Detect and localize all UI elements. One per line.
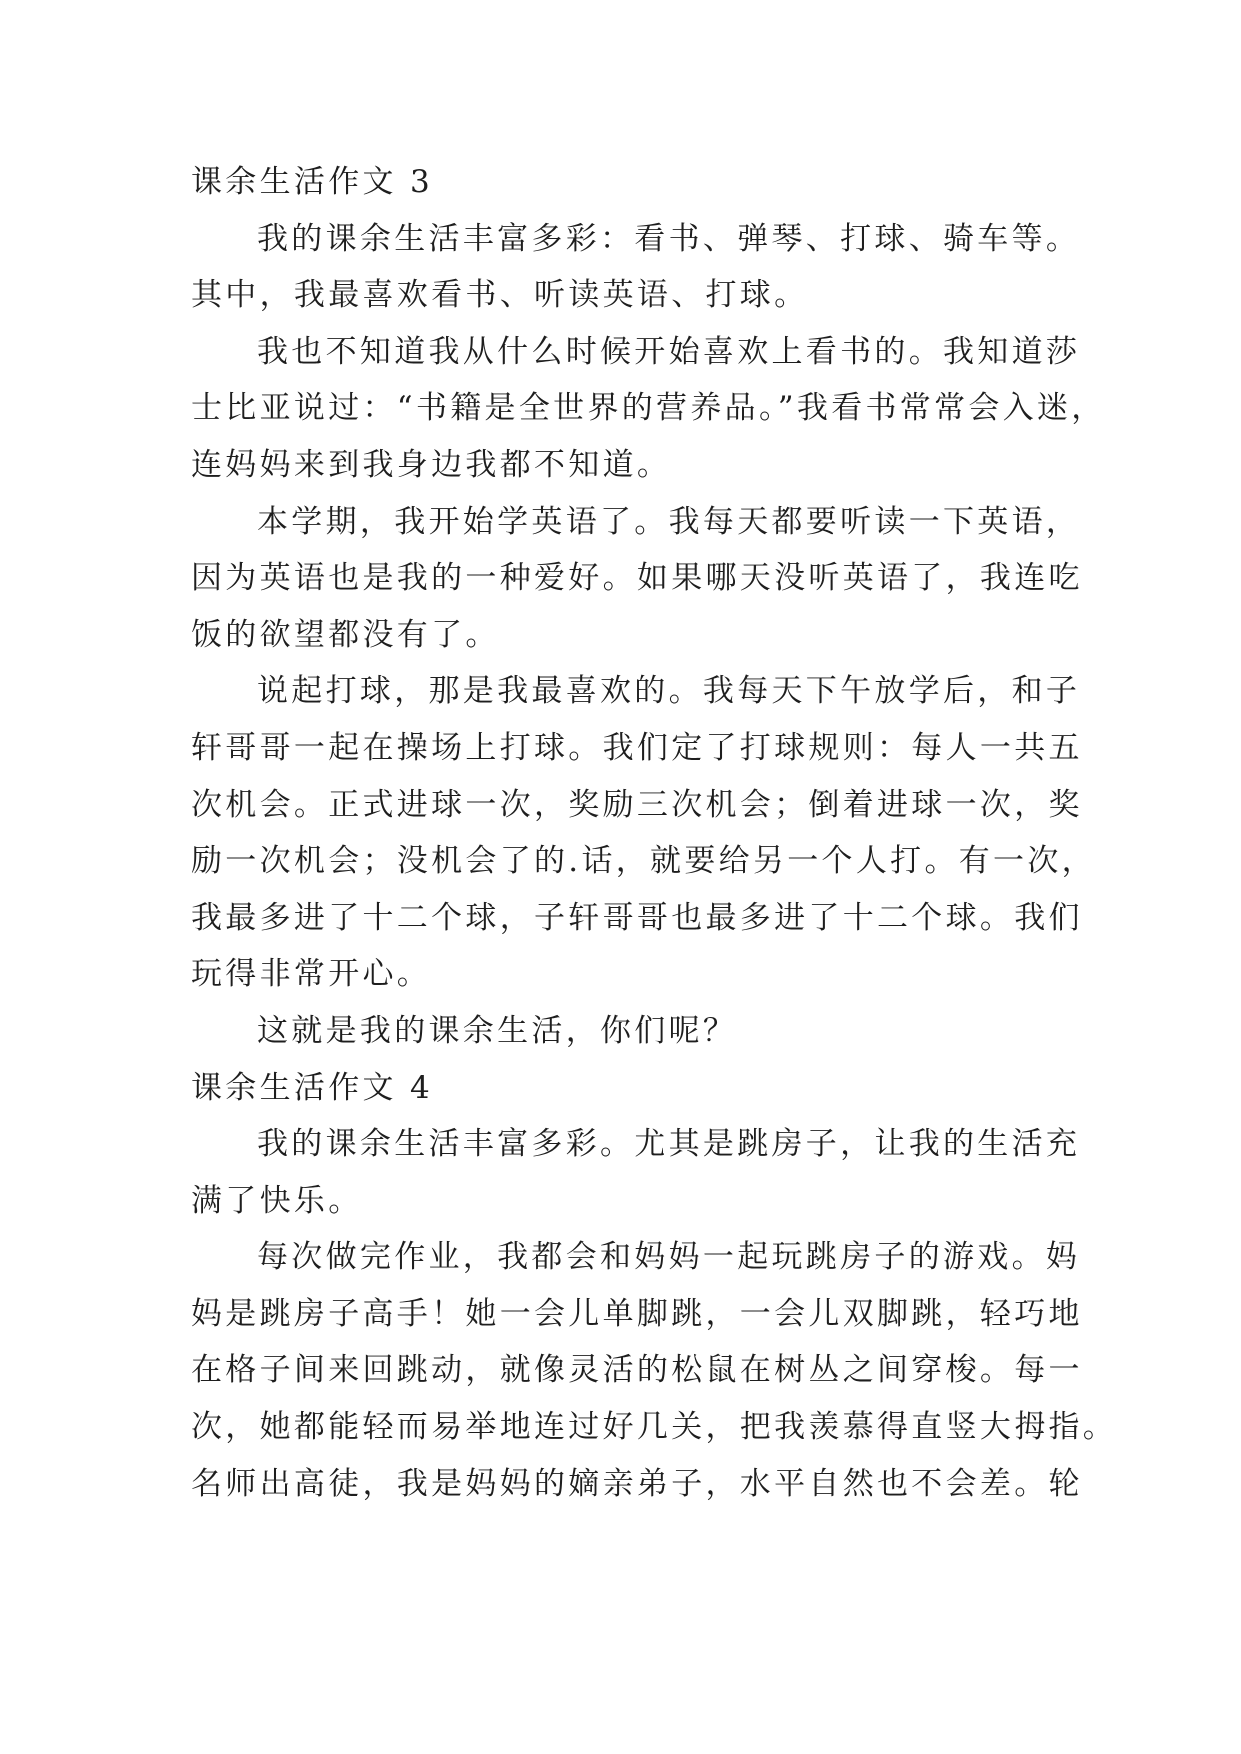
paragraph-line: 每次做完作业，我都会和妈妈一起玩跳房子的游戏。妈 <box>257 1239 1081 1276</box>
paragraph-line: 我也不知道我从什么时候开始喜欢上看书的。我知道莎 <box>257 333 1081 370</box>
document-body <box>191 154 1118 1512</box>
paragraph-line: 本学期，我开始学英语了。我每天都要听读一下英语， <box>257 503 1081 540</box>
paragraph-line: 励一次机会；没机会了的.话，就要给另一个人打。有一次， <box>191 843 1096 880</box>
paragraph-line: 轩哥哥一起在操场上打球。我们定了打球规则：每人一共五 <box>191 729 1083 766</box>
paragraph-line: 妈是跳房子高手！她一会儿单脚跳，一会儿双脚跳，轻巧地 <box>191 1295 1083 1332</box>
paragraph-line: 玩得非常开心。 <box>191 956 432 993</box>
paragraph-line: 次，她都能轻而易举地连过好几关，把我羡慕得直竖大拇指。 <box>191 1409 1118 1446</box>
paragraph-line: 我最多进了十二个球，子轩哥哥也最多进了十二个球。我们 <box>191 899 1083 936</box>
section-heading: 课余生活作文 4 <box>191 1069 433 1106</box>
paragraph-line: 这就是我的课余生活，你们呢？ <box>257 1012 738 1049</box>
paragraph-line: 其中，我最喜欢看书、听读英语、打球。 <box>191 277 809 314</box>
paragraph-line: 满了快乐。 <box>191 1182 363 1219</box>
paragraph-line: 饭的欲望都没有了。 <box>191 616 500 653</box>
section-heading: 课余生活作文 3 <box>191 164 433 200</box>
paragraph-line: 因为英语也是我的一种爱好。如果哪天没听英语了，我连吃 <box>191 560 1083 597</box>
paragraph-line: 在格子间来回跳动，就像灵活的松鼠在树丛之间穿梭。每一 <box>191 1352 1083 1389</box>
paragraph-line: 我的课余生活丰富多彩。尤其是跳房子，让我的生活充 <box>257 1126 1081 1163</box>
paragraph-line: 名师出高徒，我是妈妈的嫡亲弟子，水平自然也不会差。轮 <box>191 1465 1083 1502</box>
paragraph-line: 我的课余生活丰富多彩：看书、弹琴、打球、骑车等。 <box>257 220 1081 257</box>
paragraph-line: 士比亚说过：“书籍是全世界的营养品。”我看书常常会入迷， <box>191 390 1106 427</box>
paragraph-line: 连妈妈来到我身边我都不知道。 <box>191 446 672 483</box>
paragraph-line: 说起打球，那是我最喜欢的。我每天下午放学后，和子 <box>257 673 1081 710</box>
paragraph-line: 次机会。正式进球一次，奖励三次机会；倒着进球一次，奖 <box>191 786 1083 823</box>
